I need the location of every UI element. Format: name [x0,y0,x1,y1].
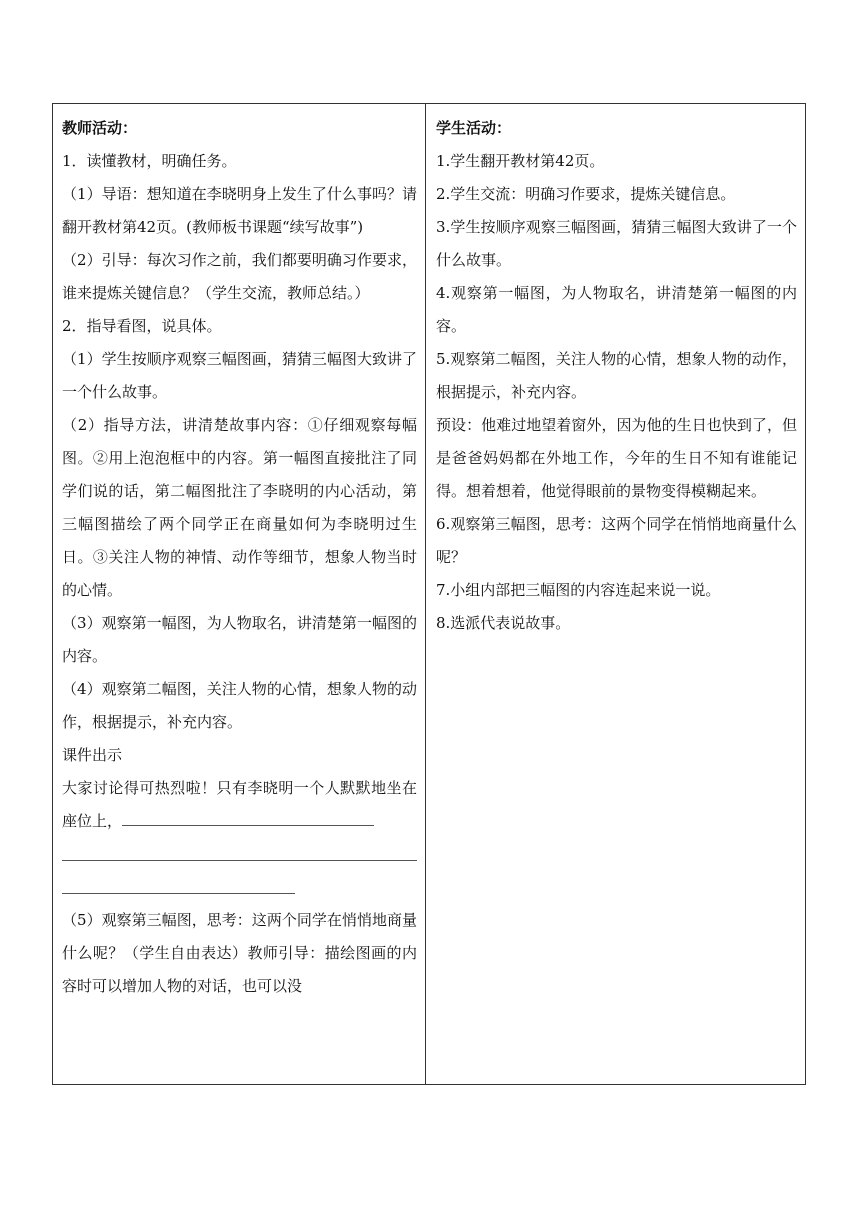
teacher-step-2-2: （2）指导方法，讲清楚故事内容：①仔细观察每幅图。②用上泡泡框中的内容。第一幅图直接批注了同学们说的话，第二幅图批注了李晓明的内心活动，第三幅图描绘了两个同学正在商量如何为李晓明过生日。③关注人物的神情、动作等细节，想象人物当时的心情。 [62,416,417,599]
student-item: 3.学生按顺序观察三幅图画，猜猜三幅图大致讲了一个什么故事。 [436,218,797,269]
teacher-step-2-4: （4）观察第二幅图，关注人物的心情，想象人物的动作，根据提示，补充内容。 [62,680,417,731]
courseware-text [62,772,417,838]
fill-in-blank-line [62,838,417,861]
teacher-step-2-5: （5）观察第三幅图，思考：这两个同学在悄悄地商量什么呢？（学生自由表达）教师引导：描绘图画的内容时可以增加人物的对话，也可以没 [62,911,417,995]
fill-in-blank-line [62,871,295,894]
student-item: 4.观察第一幅图，为人物取名，讲清楚第一幅图的内容。 [436,284,797,335]
student-item: 2.学生交流：明确习作要求，提炼关键信息。 [436,185,736,203]
courseware-sentence: 大家讨论得可热烈啦！只有李晓明一个人默默地坐在座位上， [62,779,417,830]
teacher-step-2: 2．指导看图，说具体。 [62,317,222,335]
fill-in-blank-line [122,811,374,826]
student-item: 1.学生翻开教材第42页。 [436,152,605,170]
student-activity-heading: 学生活动： [436,119,512,137]
courseware-label: 课件出示 [62,746,123,764]
teacher-step-2-1: （1）学生按顺序观察三幅图画，猜猜三幅图大致讲了一个什么故事。 [62,350,417,401]
teacher-activity-column [53,104,426,1084]
student-item: 5.观察第二幅图，关注人物的心情，想象人物的动作，根据提示，补充内容。 [436,350,797,401]
teacher-step-1-2: （2）引导：每次习作之前，我们都要明确习作要求，谁来提炼关键信息？（学生交流，教师总结。） [62,251,417,302]
student-activity-column [426,104,805,1084]
teacher-step-1-1: （1）导语：想知道在李晓明身上发生了什么事吗？请翻开教材第42页。(教师板书课题“续写故事”) [62,185,417,236]
student-item: 预设：他难过地望着窗外，因为他的生日也快到了，但是爸爸妈妈都在外地工作，今年的生日不知有谁能记得。想着想着，他觉得眼前的景物变得模糊起来。 [436,416,797,500]
student-item: 7.小组内部把三幅图的内容连起来说一说。 [436,581,721,599]
teacher-step-2-3: （3）观察第一幅图，为人物取名，讲清楚第一幅图的内容。 [62,614,417,665]
lesson-table [52,103,806,1085]
student-item: 8.选派代表说故事。 [436,614,571,632]
teacher-step-1: 1．读懂教材，明确任务。 [62,152,237,170]
teacher-activity-heading: 教师活动： [62,119,138,137]
student-item: 6.观察第三幅图，思考：这两个同学在悄悄地商量什么呢？ [436,515,797,566]
